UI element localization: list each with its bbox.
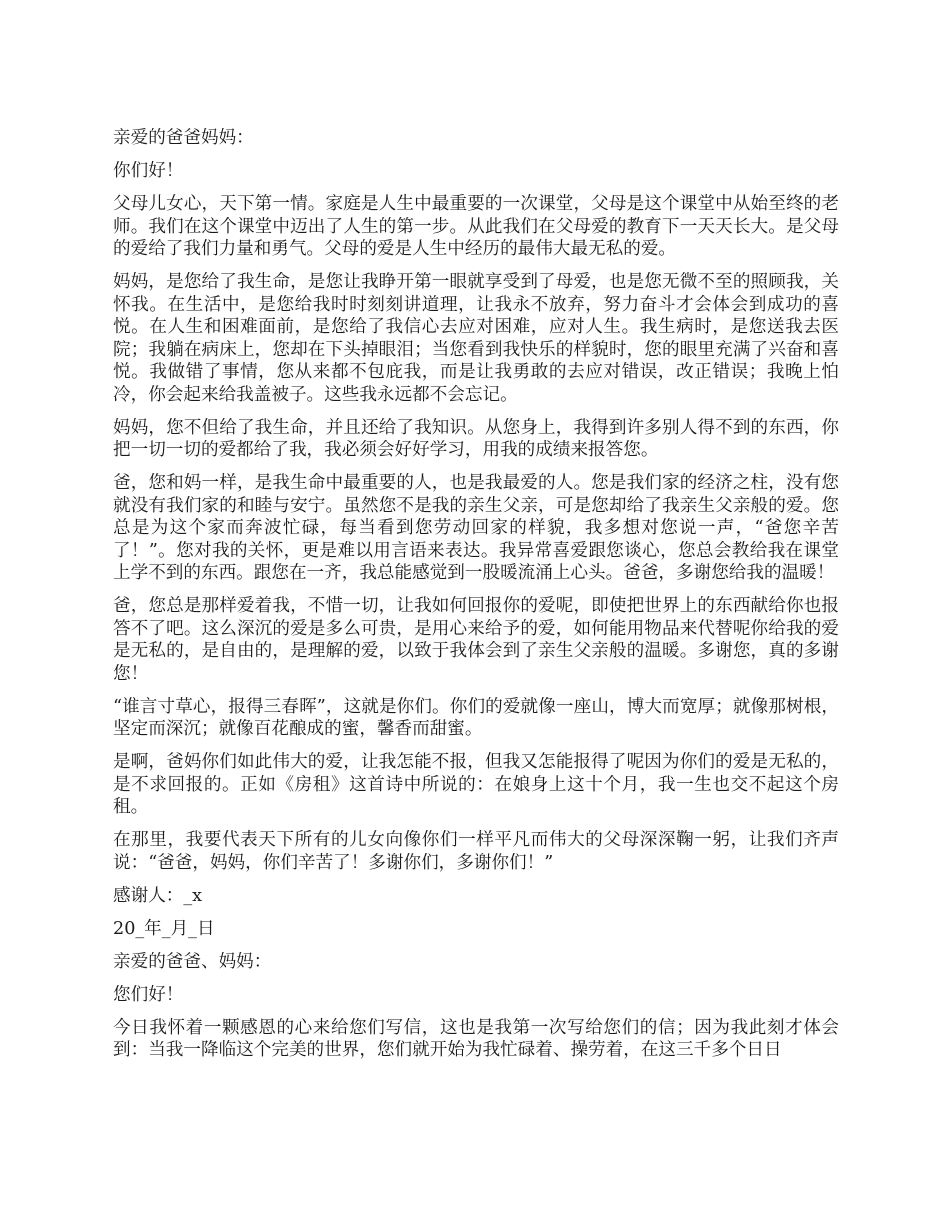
paragraph: 妈妈，是您给了我生命，是您让我睁开第一眼就享受到了母爱，也是您无微不至的照顾我，关怀我。在生活中，是您给我时时刻刻讲道理，让我永不放弃，努力奋斗才会体会到成功的喜悦。在人生和困难面前，是您给了我信心去应对困难，应对人生。我生病时，是您送我去医院；我躺在病床上，您却在下头掉眼泪；当您看到我快乐的样貌时，您的眼里充满了兴奋和喜悦。我做错了事情，您从来都不包庇我，而是让我勇敢的去应对错误，改正错误；我晚上怕冷，你会起来给我盖被子。这些我永远都不会忘记。 [113,272,839,405]
greeting: 亲爱的爸爸、妈妈： [113,951,272,972]
greeting: 亲爱的爸爸妈妈： [113,128,254,148]
paragraph: 爸，您总是那样爱着我，不惜一切，让我如何回报你的爱呢，即使把世界上的东西献给你也报答不了吧。这么深沉的爱是多么可贵，是用心来给予的爱，如何能用物品来代替呢你给我的爱是无私的，是自由的，是理解的爱，以致于我体会到了亲生父亲般的温暖。多谢您，真的多谢您！ [113,596,839,684]
paragraph: 是啊，爸妈你们如此伟大的爱，让我怎能不报，但我又怎能报得了呢因为你们的爱是无私的，是不求回报的。正如《房租》这首诗中所说的：在娘身上这十个月，我一生也交不起这个房租。 [113,752,839,817]
salutation: 您们好！ [113,984,184,1005]
paragraph: 妈妈，您不但给了我生命，并且还给了我知识。从您身上，我得到许多别人得不到的东西，你把一切一切的爱都给了我，我必须会好好学习，用我的成绩来报答您。 [113,417,839,460]
letter-body [113,127,839,1072]
signature: 感谢人：_x [113,885,203,906]
paragraph: “谁言寸草心，报得三春晖”，这就是你们。你们的爱就像一座山，博大而宽厚；就像那树根，坚定而深沉；就像百花酿成的蜜，馨香而甜蜜。 [113,696,839,739]
date-line: 20_年_月_日 [113,918,215,939]
paragraph: 在那里，我要代表天下所有的儿女向像你们一样平凡而伟大的父母深深鞠一躬，让我们齐声说：“爸爸，妈妈，你们辛苦了！多谢你们，多谢你们！” [113,830,839,873]
salutation: 你们好！ [113,161,184,181]
paragraph: 父母儿女心，天下第一情。家庭是人生中最重要的一次课堂，父母是这个课堂中从始至终的老师。我们在这个课堂中迈出了人生的第一步。从此我们在父母爱的教育下一天天长大。是父母的爱给了我们力量和勇气。父母的爱是人生中经历的最伟大最无私的爱。 [113,194,839,259]
paragraph: 今日我怀着一颗感恩的心来给您们写信，这也是我第一次写给您们的信；因为我此刻才体会到：当我一降临这个完美的世界，您们就开始为我忙碌着、操劳着，在这三千多个日日 [113,1017,839,1060]
paragraph: 爸，您和妈一样，是我生命中最重要的人，也是我最爱的人。您是我们家的经济之柱，没有您就没有我们家的和睦与安宁。虽然您不是我的亲生父亲，可是您却给了我亲生父亲般的爱。您总是为这个家而奔波忙碌，每当看到您劳动回家的样貌，我多想对您说一声，“爸您辛苦了！”。您对我的关怀，更是难以用言语来表达。我异常喜爱跟您谈心，您总会教给我在课堂上学不到的东西。跟您在一齐，我总能感觉到一股暖流涌上心头。爸爸，多谢您给我的温暖！ [113,473,839,583]
